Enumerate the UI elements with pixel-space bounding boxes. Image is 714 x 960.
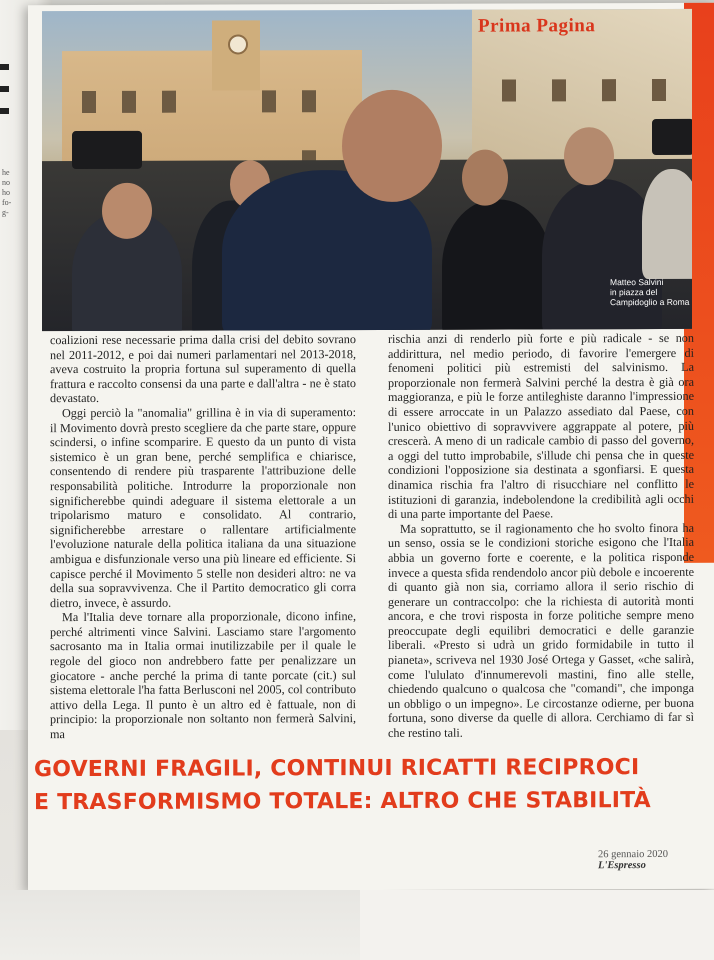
table-surface — [0, 890, 714, 960]
tv-camera — [72, 131, 142, 169]
photo-caption — [610, 277, 692, 307]
page-mark — [0, 64, 9, 70]
person-head — [102, 183, 152, 239]
underlying-paper — [360, 890, 714, 960]
bell-tower — [212, 20, 260, 90]
person-figure — [642, 169, 692, 279]
text-fragment: ho — [2, 188, 10, 197]
page-mark — [0, 86, 9, 92]
paragraph: coalizioni rese necessarie prima dalla crisi del debito sovrano nel 2011-2012, e poi dai numeri parlamentari nel 2013-2018, aveva costruito la propria fortuna sul superamento di quella frattura e raccolto consensi da una parte e dall'altra - ne è stato devastato. — [50, 332, 356, 406]
paragraph: Ma soprattutto, se il ragionamento che ho svolto finora ha un senso, ossia se le condizioni storiche esigono che l'Italia abbia un governo forte e coerente, e la politica risponde invece a questa sfida rendendolo ancor più debole e incoerente di quanto già non sia, corriamo allora il serio rischio di generare un contraccolpo: che la richiesta di autorità monti ancora, e che trovi risposta in forze politiche sempre meno preoccupate degli equilibri democratici e delle garanzie liberali. «Presto si udrà un grido formidabile in tutto il pianeta», scriveva nel 1930 José Ortega y Gasset, «che salirà, come l'ululato d'innumerevoli mastini, fino alle stelle, chiedendo qualcuno o qualcosa che "comandi", che imponga un obbligo o un impegno». Le circostanze odierne, per buona fortuna, sono diverse da quelle di allora. Cerchiamo di far sì che restino tali. — [388, 520, 694, 740]
caption-line: Campidoglio a Roma — [610, 296, 690, 308]
person-figure — [442, 199, 552, 331]
photo-camera — [652, 119, 692, 155]
text-fragment: he — [2, 168, 10, 177]
person-head — [564, 127, 614, 185]
magazine-brand: L'Espresso — [598, 860, 646, 872]
issue-date: 26 gennaio 2020 — [598, 848, 668, 861]
caption-line: in piazza del — [610, 287, 658, 298]
left-column — [50, 332, 356, 742]
article-photo — [42, 9, 692, 331]
page-footer — [598, 849, 714, 871]
pull-quote-headline — [28, 751, 714, 819]
text-fragment: fo- — [2, 198, 12, 207]
article-body — [50, 331, 710, 743]
text-fragment: no — [2, 178, 10, 187]
caption-line: Matteo Salvini — [610, 276, 664, 288]
section-label: Prima Pagina — [478, 15, 596, 37]
text-fragment: g- — [2, 208, 9, 217]
paragraph: Oggi perciò la "anomalia" grillina è in via di superamento: il Movimento dovrà presto scegliere da che parte stare, oppure scindersi, o infine scomparire. E questo da un punto di vista sistemico è un gran bene, perché semplifica e chiarisce, consentendo di rendere più trasparente l'attribuzione delle responsabilità politiche. Introdurre la proporzionale non significherebbe quindi adeguare il sistema elettorale a un tripolarismo maturo e consolidato. Al contrario, significherebbe arrestare o rallentare artificialmente l'evoluzione naturale della politica italiana da una situazione ambigua e disfunzionale verso una più lineare ed efficiente. Si capisce perché il Movimento 5 stelle non desideri altro: ne va della sua sopravvivenza. Che il Partito democratico gli corra dietro, invece, è assurdo. — [50, 405, 356, 610]
right-column — [388, 331, 694, 741]
person-head — [462, 150, 508, 206]
paragraph: Ma l'Italia deve tornare alla proporzionale, dicono infine, perché altrimenti vince Salvini. Lasciamo stare l'argomento sacrosanto ma in Italia ormai inutilizzabile per il quale le regole del gioco non andrebbero fatte per penalizzare un giocatore - anche perché la prima di tante porcate (cit.) sul sistema elettorale l'ha fatta Berlusconi nel 2005, col contributo attivo della Lega. Il punto è un altro ed è fattuale, non di principio: la proporzionale non soltanto non fermerà Salvini, ma — [50, 609, 356, 742]
page-mark — [0, 108, 9, 114]
magazine-page — [28, 3, 714, 891]
headline-line-1: GOVERNI FRAGILI, CONTINUI RICATTI RECIPROCI — [34, 755, 640, 783]
paragraph: rischia anzi di renderlo più forte e più radicale - se non addirittura, nel medio periodo, di favorire l'emergere di fenomeni politici più estremisti del salvinismo. La proporzionale non fermerà Salvini perché la destra è già ora maggioranza, e più le forze antileghiste daranno l'impressione di essere arroccate in un Palazzo assediato dal Paese, con l'unico obiettivo di sopravvivere aggrappate al potere, più crescerà. A meno di un radicale cambio di passo del governo, a oggi del tutto improbabile, s'illude chi pensa che in queste condizioni l'opposizione sia destinata a sgonfiarsi. E questa dinamica rischia fra l'altro di risucchiare nel conflitto le istituzioni di garanzia, indebolendone la credibilità agli occhi di una parte importante del Paese. — [388, 330, 694, 522]
headline-line-2: E TRASFORMISMO TOTALE: ALTRO CHE STABILITÀ — [34, 788, 651, 816]
main-figure-head — [342, 90, 442, 202]
